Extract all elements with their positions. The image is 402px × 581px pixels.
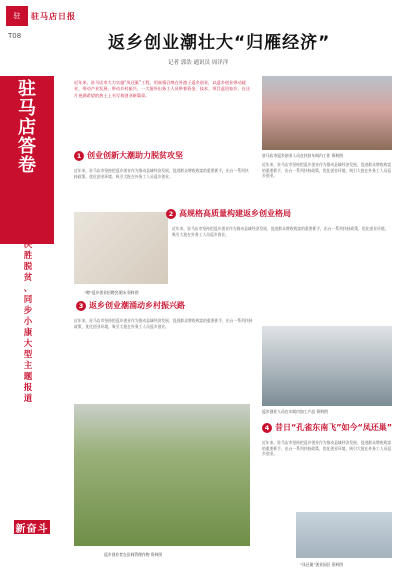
section-stamp: 新奋斗 <box>14 520 50 534</box>
article-byline: 记者 郭浩 通讯员 周洋洋 <box>168 60 229 66</box>
section-3-heading: 3 返乡创业潮涌动乡村振兴路 <box>76 300 185 311</box>
top-photo-caption: 驻马店市返乡创业人员在扶贫车间内工作 资料图 <box>262 153 343 158</box>
article-intro: 近年来，驻马店市大力实施“凤还巢”工程，用真情召唤在外游子返乡创业，以返乡创业带动就业、带动产业发展、带动乡村振兴，一大批外出务工人员带着资金、技术、项目返回家乡，在这片充满希望的热土上书写着创业新篇章。 <box>74 80 250 98</box>
section-1-body: 近年来，驻马店市坚持把返乡创业作为推动县域经济发展、促进群众增收致富的重要抓手，出台一系列扶持政策，优化创业环境，吸引大批在外务工人员返乡创业。 <box>74 168 249 179</box>
article-headline: 返乡创业潮壮大“归雁经济” <box>108 33 331 53</box>
field-photo-caption: 返乡创业者在田间管理作物 资料图 <box>104 552 163 557</box>
newspaper-name: 驻马店日报 <box>31 12 76 21</box>
sidebar-subtitle: 决 胜 脱 贫 、 同 步 小 康 大 型 主 题 报 道 <box>23 240 33 404</box>
section-4-heading: 4 昔日“孔雀东南飞”如今“凤还巢” <box>262 422 392 433</box>
park-photo-caption: “凤还巢”创业园区 资料图 <box>300 562 344 567</box>
section-2-body: 近年来，驻马店市坚持把返乡创业作为推动县域经济发展、促进群众增收致富的重要抓手，出台一系列扶持政策，优化创业环境，吸引大批在外务工人员返乡创业。 <box>172 226 389 237</box>
section-1-heading: 1 创业创新大潮助力脱贫攻坚 <box>74 150 183 161</box>
section-3-body: 近年来，驻马店市坚持把返乡创业作为推动县域经济发展、促进群众增收致富的重要抓手，出台一系列扶持政策，优化创业环境，吸引大批在外务工人员返乡创业。 <box>74 318 253 329</box>
section-2-heading: 2 高规格高质量构建返乡创业格局 <box>166 208 291 219</box>
mid-photo-caption: “聘”返乡创业招聘会现场 资料图 <box>84 290 139 295</box>
mid-photo <box>74 212 168 284</box>
workshop-photo-caption: 返乡创业人员在车间内加工产品 资料图 <box>262 409 328 414</box>
newspaper-logo: 驻 <box>6 6 28 26</box>
field-photo <box>74 404 250 546</box>
section-1-body-right: 近年来，驻马店市坚持把返乡创业作为推动县域经济发展、促进群众增收致富的重要抓手，出台一系列扶持政策，优化创业环境，吸引大批在外务工人员返乡创业。 <box>262 162 392 179</box>
page-number: T08 <box>8 32 22 40</box>
park-photo <box>296 512 392 558</box>
sidebar-title: 驻 马 店 答 卷 <box>18 79 36 176</box>
workshop-photo <box>262 326 392 406</box>
section-4-body: 近年来，驻马店市坚持把返乡创业作为推动县域经济发展、促进群众增收致富的重要抓手，出台一系列扶持政策，优化创业环境，吸引大批在外务工人员返乡创业。 <box>262 440 392 457</box>
top-photo <box>262 76 392 150</box>
